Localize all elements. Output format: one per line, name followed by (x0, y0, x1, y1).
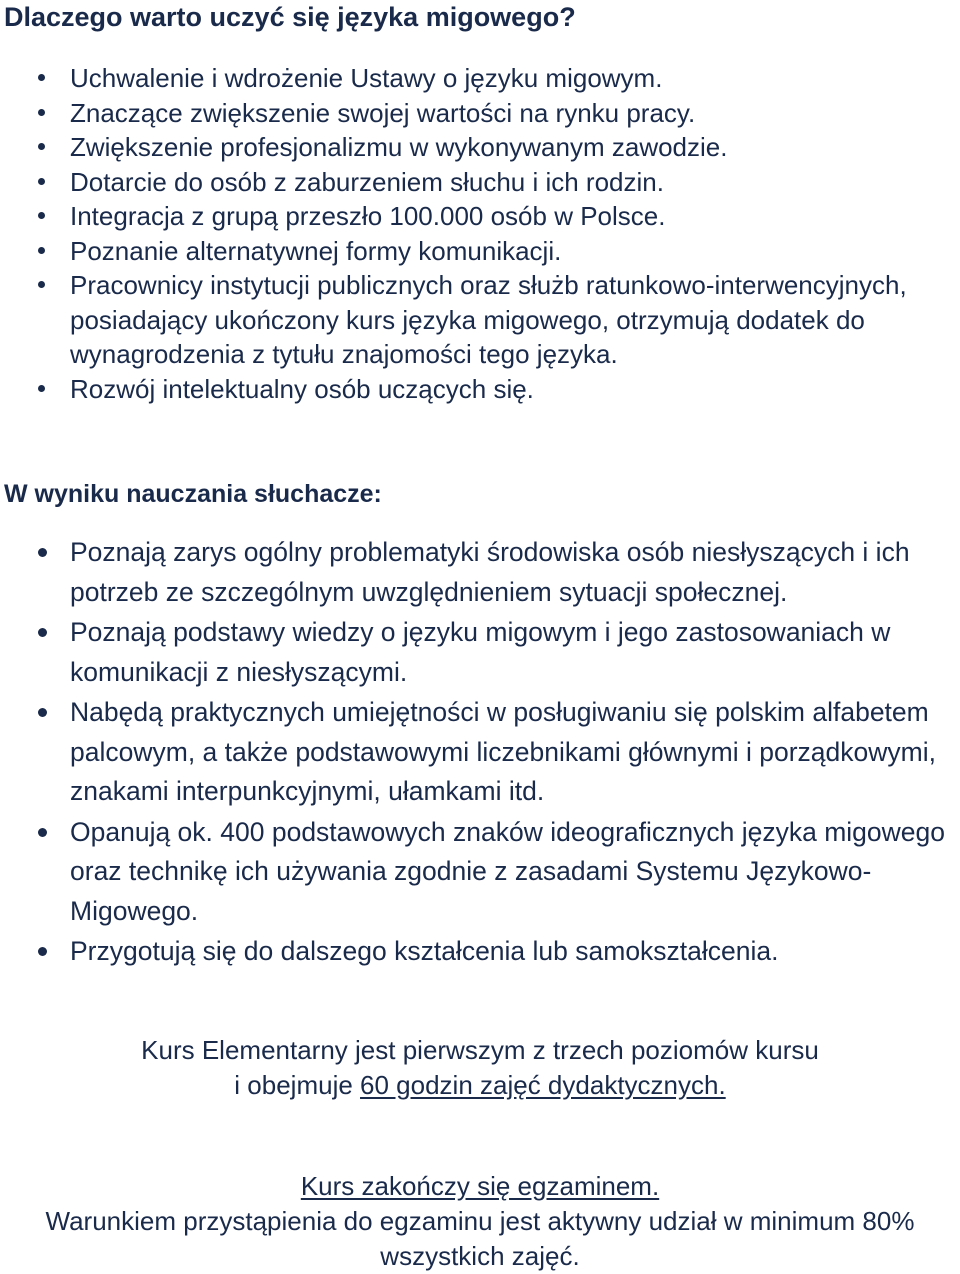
list-item (0, 165, 930, 200)
bullet-icon (38, 828, 47, 837)
exam-requirement: Warunkiem przystąpienia do egzaminu jest aktywny udział w minimum 80% wszystkich zajęć. (45, 1206, 915, 1271)
course-info-prefix: i obejmuje (234, 1070, 361, 1100)
bullet-icon (38, 708, 47, 717)
list-item-text: Poznanie alternatywnej formy komunikacji. (70, 235, 562, 266)
list-item-text: Integracja z grupą przeszło 100.000 osób w Polsce. (70, 201, 666, 231)
list-item (0, 130, 930, 165)
bullet-icon (38, 385, 45, 392)
bullet-icon (38, 628, 47, 637)
list-item (0, 199, 930, 234)
bullet-icon (38, 74, 45, 81)
main-heading: Dlaczego warto uczyć się języka migowego? (4, 2, 576, 32)
list-item-text: Uchwalenie i wdrożenie Ustawy o języku migowym. (70, 63, 663, 93)
list-item (0, 813, 960, 932)
list-item-text: Dotarcie do osób z zaburzeniem słuchu i ich rodzin. (70, 166, 664, 197)
exam-info (0, 1169, 960, 1274)
course-info (0, 1033, 960, 1103)
list-item (0, 533, 960, 612)
bullet-icon (38, 947, 47, 956)
bullet-icon (38, 212, 45, 219)
bullet-icon (38, 109, 45, 116)
list-item (0, 268, 930, 372)
reasons-list (0, 61, 930, 406)
outcomes-heading: W wyniku nauczania słuchacze: (4, 480, 382, 508)
list-item (0, 372, 930, 407)
course-info-line-1: Kurs Elementarny jest pierwszym z trzech poziomów kursu (141, 1035, 819, 1065)
list-item-text: Rozwój intelektualny osób uczących się. (70, 373, 534, 404)
list-item (0, 693, 960, 812)
bullet-icon (38, 548, 47, 557)
bullet-icon (38, 281, 45, 288)
bullet-icon (38, 247, 45, 254)
list-item-text: Znaczące zwiększenie swojej wartości na rynku pracy. (70, 97, 696, 128)
list-item (0, 613, 960, 692)
list-item (0, 61, 930, 96)
list-item-text: Poznają podstawy wiedzy o języku migowym i jego zastosowaniach w komunikacji z niesłyszącymi. (70, 617, 891, 687)
list-item-text: Poznają zarys ogólny problematyki środowiska osób niesłyszących i ich potrzeb ze szczególnym uwzględnieniem sytuacji społecznej. (70, 537, 910, 607)
exam-title-text: Kurs zakończy się egzaminem. (300, 1171, 660, 1201)
list-item (0, 234, 930, 269)
bullet-icon (38, 178, 45, 185)
list-item-text: Opanują ok. 400 podstawowych znaków ideograficznych języka migowego oraz technikę ich używania zgodnie z zasadami Systemu Językowo-Migowego. (70, 816, 945, 926)
bullet-icon (38, 143, 45, 150)
outcomes-list (0, 533, 960, 973)
list-item-text: Przygotują się do dalszego kształcenia lub samokształcenia. (70, 936, 779, 966)
exam-title (0, 1169, 960, 1204)
list-item (0, 932, 960, 972)
course-info-line-2 (0, 1068, 960, 1103)
course-hours: 60 godzin zajęć dydaktycznych. (360, 1070, 726, 1100)
list-item-text: Pracownicy instytucji publicznych oraz służb ratunkowo-interwencyjnych, posiadający ukończony kurs języka migowego, otrzymują dodatek do wynagrodzenia z tytułu znajomości tego języka. (70, 270, 907, 369)
list-item-text: Zwiększenie profesjonalizmu w wykonywanym zawodzie. (70, 132, 728, 162)
list-item-text: Nabędą praktycznych umiejętności w posługiwaniu się polskim alfabetem palcowym, a także podstawowymi liczebnikami głównymi i porządkowymi, znakami interpunkcyjnymi, ułamkami itd. (70, 697, 936, 806)
list-item (0, 96, 930, 131)
